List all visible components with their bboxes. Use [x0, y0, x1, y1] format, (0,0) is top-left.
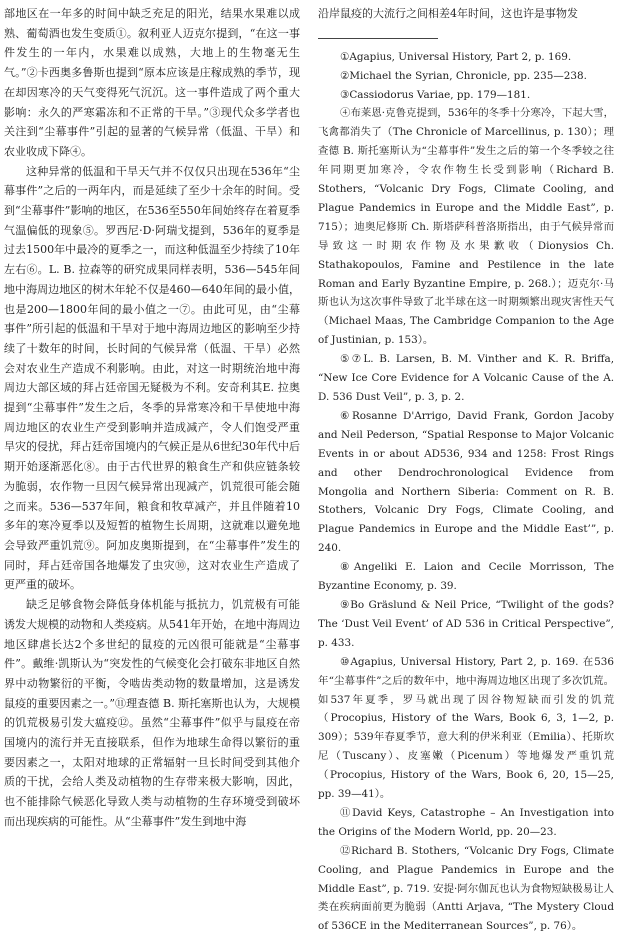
footnote: ⑤⑦L. B. Larsen, B. M. Vinther and K. R. Briffa, “New Ice Core Evidence for A Volcanic Cause of the A. D. 536 Dust Veil”, p. 3, p. 2. [318, 353, 614, 404]
body-paragraph: 缺乏足够食物会降低身体机能与抵抗力，饥荒极有可能诱发大规模的动物和人类疫病。从541年开始，在地中海周边地区肆虐长达2个多世纪的鼠疫的元凶很可能就是“尘幕事件”。戴维·凯斯认为“突发性的气候变化会打破东非地区自然界中动物繁衍的平衡，令啮齿类动物的数量增加，这是诱发鼠疫的重要因素之一。”⑪理查德 B. 斯托塞斯也认为，大规模的饥荒极易引发大瘟疫⑫。虽然“尘幕事件”似乎与鼠疫在帝国境内的流行并无直接联系，但作为地球生命得以繁衍的重要因素之一，太阳对地球的正常辐射一旦长时间受到其他介质的干扰，会给人类及动植物的生存带来极大影响，因此，也不能排除气候恶化导致人类与动植物的生存环境受到破坏而出现疾病的可能性。从“尘幕事件”发生到地中海 [4, 598, 300, 828]
left-column [4, 4, 300, 832]
body-paragraph: 部地区在一年多的时间中缺乏充足的阳光，结果水果难以成熟、葡萄酒也发生变质①。叙利亚人迈克尔提到，“在这一事件发生的一年内，水果难以成熟，大地上的生物毫无生气。”②卡西奥多鲁斯也提到“原本应该是庄稼成熟的季节，现在却因寒冷的天气变得死气沉沉。这一事件造成了两个重大影响：永久的严寒霜冻和不正常的干旱。”③现代众多学者也关注到“尘幕事件”引起的显著的气候异常（低温、干旱）和农业收成下降④。 [4, 7, 300, 158]
footnote: ⑥Rosanne D'Arrigo, David Frank, Gordon Jacoby and Neil Pederson, “Spatial Response to Major Volcanic Events in or about AD536, 934 and 1258: Frost Rings and other Dendrochronological Evidence from Mongolia and Northern Siberia: Comment on R. B. Stothers, Volcanic Dry Fogs, Climate Cooling, and Plague Pandemics in Europe and the Middle East’”, p. 240. [318, 409, 614, 555]
footnote: ⑩Agapius, Universal History, Part 2, p. 169. 在536年“尘幕事件”之后的数年中，地中海周边地区出现了多次饥荒。如537年夏季，罗马就出现了因谷物短缺而引发的饥荒（Procopius, History of the Wars, Book 6, 3, 1—2, p. 309）；539年春夏季节，意大利的伊米利亚（Emilia）、托斯坎尼（Tuscany）、皮塞嫩（Picenum）等地爆发严重饥荒（Procopius, History of the Wars, Book 6, 20, 15—25, pp. 39—41）。 [318, 655, 614, 801]
body-paragraph-continued: 沿岸鼠疫的大流行之间相差4年时间，这也许是事物发 [318, 7, 578, 20]
footnotes [318, 48, 614, 936]
footnote: ⑪David Keys, Catastrophe – An Investigation into the Origins of the Modern World, pp. 20—23. [318, 806, 614, 838]
footnote: ①Agapius, Universal History, Part 2, p. 169. [340, 50, 572, 63]
footnote-divider [318, 38, 438, 39]
footnote: ⑨Bo Gräslund & Neil Price, “Twilight of the gods? The ‘Dust Veil Event’ of AD 536 in Critical Perspective”, p. 433. [318, 598, 614, 649]
footnote: ③Cassiodorus Variae, pp. 179—181. [340, 88, 531, 101]
body-paragraph: 这种异常的低温和干旱天气并不仅仅只出现在536年“尘幕事件”之后的一两年内，而是延续了至少十余年的时间。受到“尘幕事件”影响的地区，在536至550年间始终存在着夏季气温偏低的现象⑤。罗西尼·D·阿瑞戈提到，536年的夏季是过去1500年中最冷的夏季之一，而这种低温至少持续了10年左右⑥。L. B. 拉森等的研究成果同样表明，536—545年间地中海周边地区的树木年轮不仅是460—640年间的最小值，也是200—1800年间的最小值之一⑦。由此可见，由“尘幕事件”所引起的低温和干旱对于地中海周边地区的影响至少持续了十数年的时间，长时间的气候异常（低温、干旱）必然会对农业生产造成不利影响。由此，对这一时期统治地中海周边大部区域的拜占廷帝国无疑极为不利。安奇利其E. 拉奥提到“尘幕事件”发生之后，冬季的异常寒冷和干旱使地中海周边地区的农业生产受到影响并造成减产，令人们饱受严重旱灾的侵扰，拜占廷帝国境内的气候正是从6世纪30年代中后期开始逐渐恶化⑧。由于古代世界的粮食生产和供应链条较为脆弱，农作物一旦因气候异常出现减产，饥荒很可能会随之而来。536—537年间，粮食和牧草减产，并且伴随着10多年的寒冷夏季以及短暂的植物生长周期，这就难以避免地会导致严重饥荒⑨。阿加皮奥斯提到，在“尘幕事件”发生的同时，拜占廷帝国各地爆发了虫灾⑩，这对农业生产造成了更严重的破坏。 [4, 164, 300, 592]
footnote: ④布莱恩·克鲁克提到，536年的冬季十分寒冷，下起大雪，飞禽都消失了（The Chronicle of Marcellinus, p. 130）；理查德 B. 斯托塞斯认为“尘幕事件”发生之后的第一个冬季较之往年同期更加寒冷，令农作物生长受到影响（Richard B. Stothers, “Volcanic Dry Fogs, Climate Cooling, and Plague Pandemics in Europe and the Middle East”, p. 715）；迪奥尼修斯 Ch. 斯塔萨科普洛斯指出，由于气候异常而导致这一时期农作物及水果歉收（Dionysios Ch. Stathakopoulos, Famine and Pestilence in the late Roman and Early Byzantine Empire, p. 268.）；迈克尔·马斯也认为这次事件导致了北半球在这一时期频繁出现灾害性天气（Michael Maas, The Cambridge Companion to the Age of Justinian, p. 153）。 [318, 107, 614, 347]
right-column [318, 4, 614, 936]
footnote: ⑫Richard B. Stothers, “Volcanic Dry Fogs, Climate Cooling, and Plague Pandemics in Europe and the Middle East”, p. 719. 安提·阿尔伽瓦也认为食物短缺极易让人类在疾病面前更为脆弱（Antti Arjava, “The Mystery Cloud of 536CE in the Mediterranean Sources”, p. 76）。 [318, 844, 614, 933]
footnote: ⑧Angeliki E. Laion and Cecile Morrisson, The Byzantine Economy, p. 39. [318, 561, 614, 593]
footnote: ②Michael the Syrian, Chronicle, pp. 235—238. [340, 69, 587, 82]
